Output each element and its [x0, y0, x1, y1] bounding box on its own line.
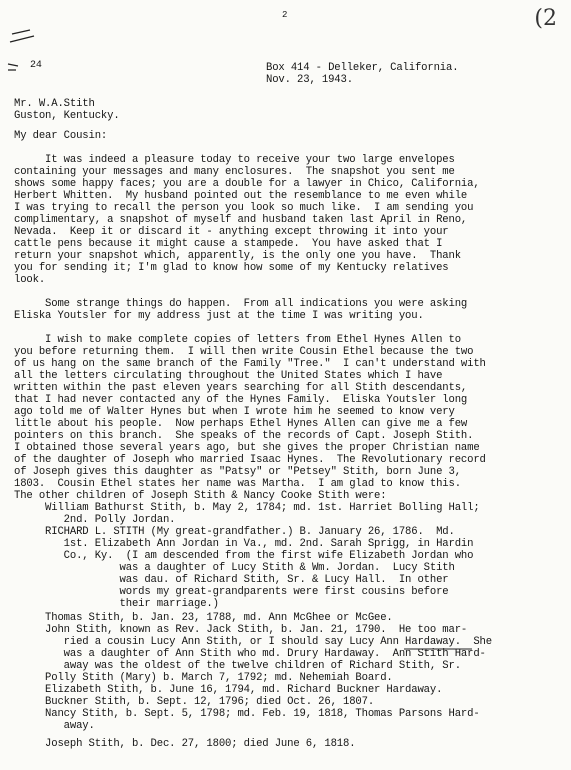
list-item: Elizabeth Stith, b. June 16, 1794, md. Richard Buckner Hardaway. — [14, 684, 443, 696]
list-item: Thomas Stith, b. Jan. 23, 1788, md. Ann McGhee or McGee. — [14, 612, 393, 624]
text-line: look. — [14, 274, 46, 286]
list-item: William Bathurst Stith, b. May 2, 1784; md. 1st. Harriet Bolling Hall; — [14, 502, 480, 514]
text-line: of us hang on the same branch of the Family "Tree." I can't understand with — [14, 358, 486, 370]
margin-scribble-icon — [4, 20, 54, 80]
list-item: Buckner Stith, b. Sept. 12, 1796; died Oct. 26, 1807. — [14, 696, 375, 708]
margin-note: 24 — [30, 60, 42, 71]
list-item: Nancy Stith, b. Sept. 5, 1798; md. Feb. 19, 1818, Thomas Parsons Hard- — [14, 708, 480, 720]
list-item: 2nd. Polly Jordan. — [14, 514, 176, 526]
text-line: Eliska Youtsler for my address just at the time I was writing you. — [14, 310, 424, 322]
text-line: 1803. Cousin Ethel states her name was Martha. I am glad to know this. — [14, 478, 461, 490]
text-line: It was indeed a pleasure today to receive your two large envelopes — [14, 154, 455, 166]
text-line: of Joseph gives this daughter as "Patsy" or "Petsey" Stith, born June 3, — [14, 466, 461, 478]
corner-note: (2 — [534, 6, 557, 31]
text-line: return your snapshot which, apparently, is the only one you have. Thank — [14, 250, 461, 262]
list-item: was dau. of Richard Stith, Sr. & Lucy Hall. In other — [14, 574, 449, 586]
text-line: Nevada. Keep it or discard it - anything except throwing it into your — [14, 226, 449, 238]
text-line: I obtained those several years ago, but she gives the proper Christian name — [14, 442, 480, 454]
text-line: The other children of Joseph Stith & Nancy Cooke Stith were: — [14, 490, 387, 502]
text-line: Herbert Whitten. My husband pointed out the resemblance to me even while — [14, 190, 468, 202]
text-line: Some strange things do happen. From all indications you were asking — [14, 298, 468, 310]
text-line: you for sending it; I'm glad to know how some of my Kentucky relatives — [14, 262, 449, 274]
text-line: shows some happy faces; you are a double for a lawyer in Chico, California, — [14, 178, 480, 190]
text-line: of the daughter of Joseph who married Isaac Hynes. The Revolutionary record — [14, 454, 486, 466]
text-line: you before returning them. I will then write Cousin Ethel because the two — [14, 346, 474, 358]
text-line: all the letters circulating throughout the United States which I have — [14, 370, 443, 382]
list-item: their marriage.) — [14, 598, 219, 610]
list-item: was a daughter of Lucy Stith & Wm. Jordan. Lucy Stith — [14, 562, 455, 574]
letter-date: Nov. 23, 1943. — [266, 74, 353, 86]
underline-mark — [404, 647, 474, 651]
list-item: away was the oldest of the twelve children of Richard Stith, Sr. — [14, 660, 461, 672]
list-item: away. — [14, 720, 95, 732]
list-item: ried a cousin Lucy Ann Stith, or I should say Lucy Ann Hardaway. She — [14, 636, 492, 648]
text-line: containing your messages and many enclosures. The snapshot you sent me — [14, 166, 455, 178]
text-line: cattle pens because it might cause a stampede. You have asked that I — [14, 238, 443, 250]
text-line: I wish to make complete copies of letters from Ethel Hynes Allen to — [14, 334, 461, 346]
list-item: Joseph Stith, b. Dec. 27, 1800; died June 6, 1818. — [14, 738, 356, 750]
salutation: My dear Cousin: — [14, 130, 108, 142]
list-item: John Stith, known as Rev. Jack Stith, b. Jan. 21, 1790. He too mar- — [14, 624, 468, 636]
page-number: 2 — [282, 10, 288, 20]
list-item: Co., Ky. (I am descended from the first wife Elizabeth Jordan who — [14, 550, 474, 562]
text-line: written within the past eleven years searching for all Stith descendants, — [14, 382, 468, 394]
sender-address: Box 414 - Delleker, California. — [266, 62, 459, 74]
text-line: that I had never contacted any of the Hynes Family. Eliska Youtsler long — [14, 394, 468, 406]
recipient-name: Mr. W.A.Stith — [14, 98, 95, 110]
recipient-location: Guston, Kentucky. — [14, 110, 120, 122]
list-item: RICHARD L. STITH (My great-grandfather.) B. January 26, 1786. Md. — [14, 526, 455, 538]
list-item: 1st. Elizabeth Ann Jordan in Va., md. 2nd. Sarah Sprigg, in Hardin — [14, 538, 474, 550]
text-line: little about his people. Now perhaps Ethel Hynes Allen can give me a few — [14, 418, 468, 430]
text-line: pointers on this branch. She speaks of the records of Capt. Joseph Stith. — [14, 430, 474, 442]
text-line: ago told me of Walter Hynes but when I wrote him he seemed to know very — [14, 406, 455, 418]
list-item: words my great-grandparents were first cousins before — [14, 586, 449, 598]
text-line: complimentary, a snapshot of myself and husband taken last April in Reno, — [14, 214, 468, 226]
text-line: I was trying to recall the person you look so much like. I am sending you — [14, 202, 474, 214]
list-item: was a daughter of Ann Stith who md. Drury Hardaway. Ann Stith Hard- — [14, 648, 486, 660]
list-item: Polly Stith (Mary) b. March 7, 1792; md. Nehemiah Board. — [14, 672, 393, 684]
